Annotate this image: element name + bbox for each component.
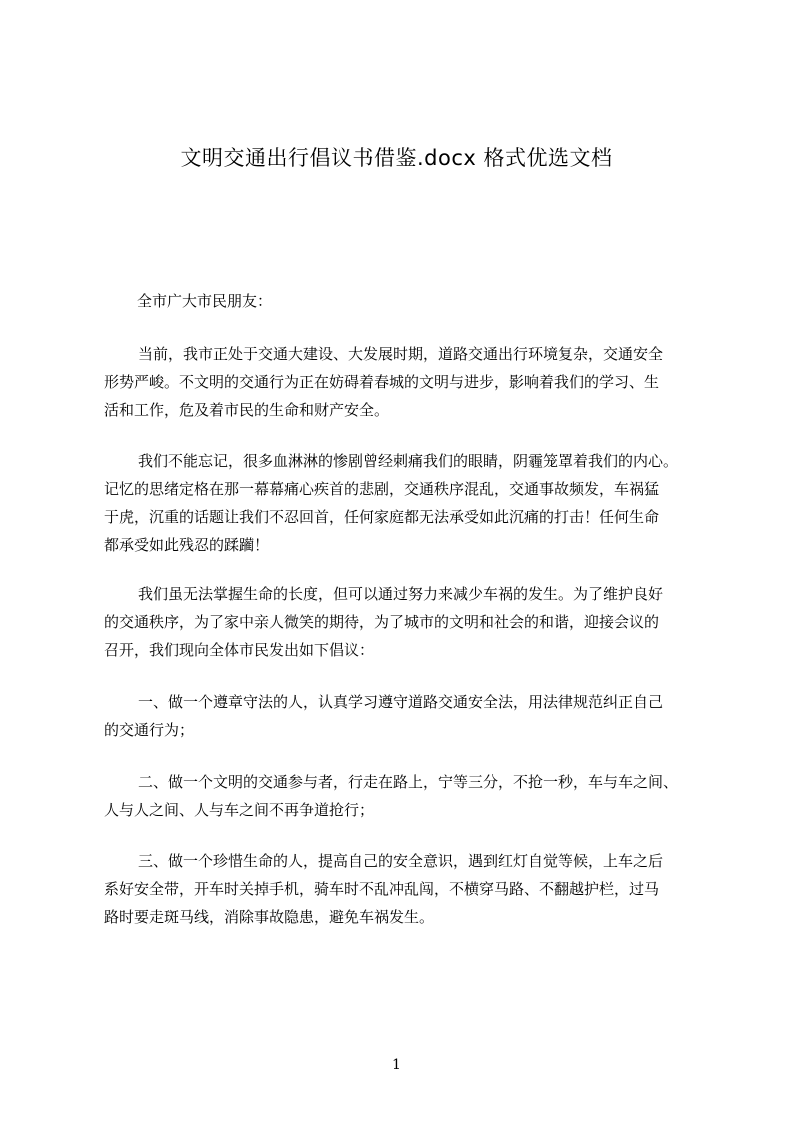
- paragraph-line: 的交通行为；: [104, 721, 195, 739]
- paragraph-1: [104, 340, 704, 424]
- page-number: 1: [392, 1057, 401, 1073]
- paragraph-line: 形势严峻。不文明的交通行为正在妨碍着春城的文明与进步，影响着我们的学习、生: [104, 373, 660, 391]
- paragraph-line: 我们不能忘记，很多血淋淋的惨剧曾经刺痛我们的眼睛，阴霾笼罩着我们的内心。: [138, 452, 679, 470]
- paragraph-line: 一、做一个遵章守法的人，认真学习遵守道路交通安全法，用法律规范纠正自己: [138, 693, 664, 711]
- paragraph-line: 三、做一个珍惜生命的人，提高自己的安全意识，遇到红灯自觉等候，上车之后: [138, 852, 664, 870]
- paragraph-line: 路时要走斑马线，消除事故隐患，避免车祸发生。: [104, 908, 435, 926]
- paragraph-line: 活和工作，危及着市民的生命和财产安全。: [104, 401, 390, 419]
- paragraph-line: 系好安全带，开车时关掉手机，骑车时不乱冲乱闯，不横穿马路、不翻越护栏，过马: [104, 880, 660, 898]
- paragraph-line: 人与人之间、人与车之间不再争道抢行；: [104, 801, 375, 819]
- paragraph-line: 当前，我市正处于交通大建设、大发展时期，道路交通出行环境复杂，交通安全: [138, 345, 664, 363]
- paragraph-line: 记忆的思绪定格在那一幕幕痛心疾首的悲剧，交通秩序混乱，交通事故频发，车祸猛: [104, 480, 660, 498]
- paragraph-line: 召开，我们现向全体市民发出如下倡议：: [104, 641, 375, 659]
- paragraph-2: [104, 447, 704, 559]
- paragraph-line: 于虎，沉重的话题让我们不忍回首，任何家庭都无法承受如此沉痛的打击！任何生命: [104, 508, 660, 526]
- paragraph-line: 的交通秩序，为了家中亲人微笑的期待，为了城市的文明和社会的和谐，迎接会议的: [104, 613, 660, 631]
- page-title: 文明交通出行倡议书借鉴.docx 格式优选文档: [180, 146, 613, 170]
- paragraph-line: 都承受如此残忍的蹂躏！: [104, 536, 270, 554]
- proposal-item-1: [104, 688, 704, 744]
- salutation: 全市广大市民朋友：: [137, 292, 273, 310]
- paragraph-line: 二、做一个文明的交通参与者，行走在路上，宁等三分，不抢一秒，车与车之间、: [138, 773, 679, 791]
- proposal-item-2: [104, 768, 704, 824]
- paragraph-3: [104, 580, 704, 664]
- paragraph-line: 我们虽无法掌握生命的长度，但可以通过努力来减少车祸的发生。为了维护良好: [138, 585, 664, 603]
- proposal-item-3: [104, 847, 704, 931]
